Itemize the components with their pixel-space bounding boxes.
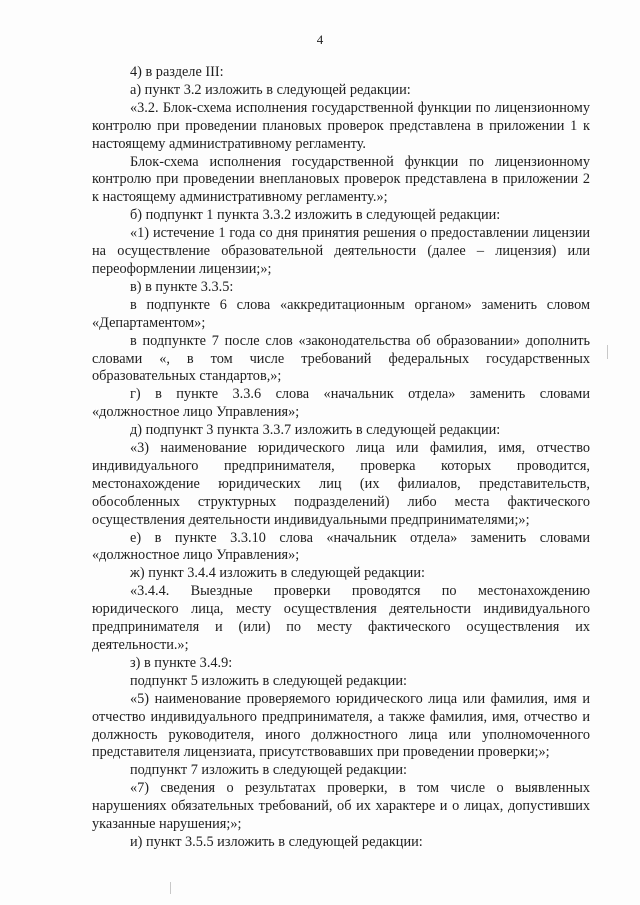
document-body <box>92 64 590 852</box>
paragraph-zh-text: «3.4.4. Выездные проверки проводятся по местонахождению юридического лица, месту осуществления деятельности индивидуального предпринимателя и (или) по месту фактического осуществления их деятельности.»; <box>92 583 590 653</box>
paragraph-v: в) в пункте 3.3.5: <box>130 278 234 295</box>
paragraph-z: з) в пункте 3.4.9: <box>130 654 233 671</box>
scan-mark-right <box>607 345 608 359</box>
paragraph-e: е) в пункте 3.3.10 слова «начальник отдела» заменить словами «должностное лицо Управления»; <box>92 529 590 564</box>
paragraph-z-sub5-text: «5) наименование проверяемого юридического лица или фамилия, имя и отчество индивидуального предпринимателя, а также фамилия, имя, отчество и должность руководителя, иного должностного лица или уполномоченного представителя лицензиата, присутствовавших при проведении проверки;»; <box>92 690 590 761</box>
paragraph-d-text: «3) наименование юридического лица или фамилия, имя, отчество индивидуального предпринимателя, проверка которых проводится, местонахождение юридических лиц (их филиалов, представительств, обособленных структурных подразделений) либо места фактического осуществления деятельности индивидуальными предпринимателями;»; <box>92 440 590 528</box>
paragraph-3-2: «3.2. Блок-схема исполнения государственной функции по лицензионному контролю при проведении плановых проверок представлена в приложении 1 к настоящему административному регламенту. <box>92 99 590 152</box>
scan-mark-bottom <box>170 882 171 894</box>
paragraph-3-2-continued: Блок-схема исполнения государственной функции по лицензионному контролю при проведении внеплановых проверок представлена в приложении 2 к настоящему административному регламенту.»; <box>92 153 590 206</box>
paragraph-a: а) пункт 3.2 изложить в следующей редакции: <box>130 81 411 98</box>
paragraph-d: д) подпункт 3 пункта 3.3.7 изложить в следующей редакции: <box>130 422 501 439</box>
paragraph-v-sub7: в подпункте 7 после слов «законодательства об образовании» дополнить словами «, в том числе требований федеральных государственных образовательных стандартов,»; <box>92 332 590 385</box>
paragraph-g: г) в пункте 3.3.6 слова «начальник отдела» заменить словами «должностное лицо Управления»; <box>92 386 590 421</box>
paragraph-i: и) пункт 3.5.5 изложить в следующей редакции: <box>130 833 423 850</box>
paragraph-z-sub7: подпункт 7 изложить в следующей редакции: <box>130 762 407 779</box>
paragraph-zh: ж) пункт 3.4.4 изложить в следующей редакции: <box>130 565 425 582</box>
paragraph-z-sub7-text: «7) сведения о результатах проверки, в том числе о выявленных нарушениях обязательных требований, об их характере и о лицах, допустивших указанные нарушения;»; <box>92 780 590 833</box>
paragraph-z-sub5: подпункт 5 изложить в следующей редакции: <box>130 672 407 689</box>
page-number: 4 <box>316 32 324 47</box>
paragraph-b: б) подпункт 1 пункта 3.3.2 изложить в следующей редакции: <box>130 207 501 224</box>
paragraph-b-text: «1) истечение 1 года со дня принятия решения о предоставлении лицензии на осуществление образовательной деятельности (далее – лицензия) или переоформлении лицензии;»; <box>92 225 590 277</box>
paragraph-v-sub6: в подпункте 6 слова «аккредитационным органом» заменить словом «Департаментом»; <box>92 296 590 331</box>
paragraph-section-3: 4) в разделе III: <box>130 64 224 80</box>
